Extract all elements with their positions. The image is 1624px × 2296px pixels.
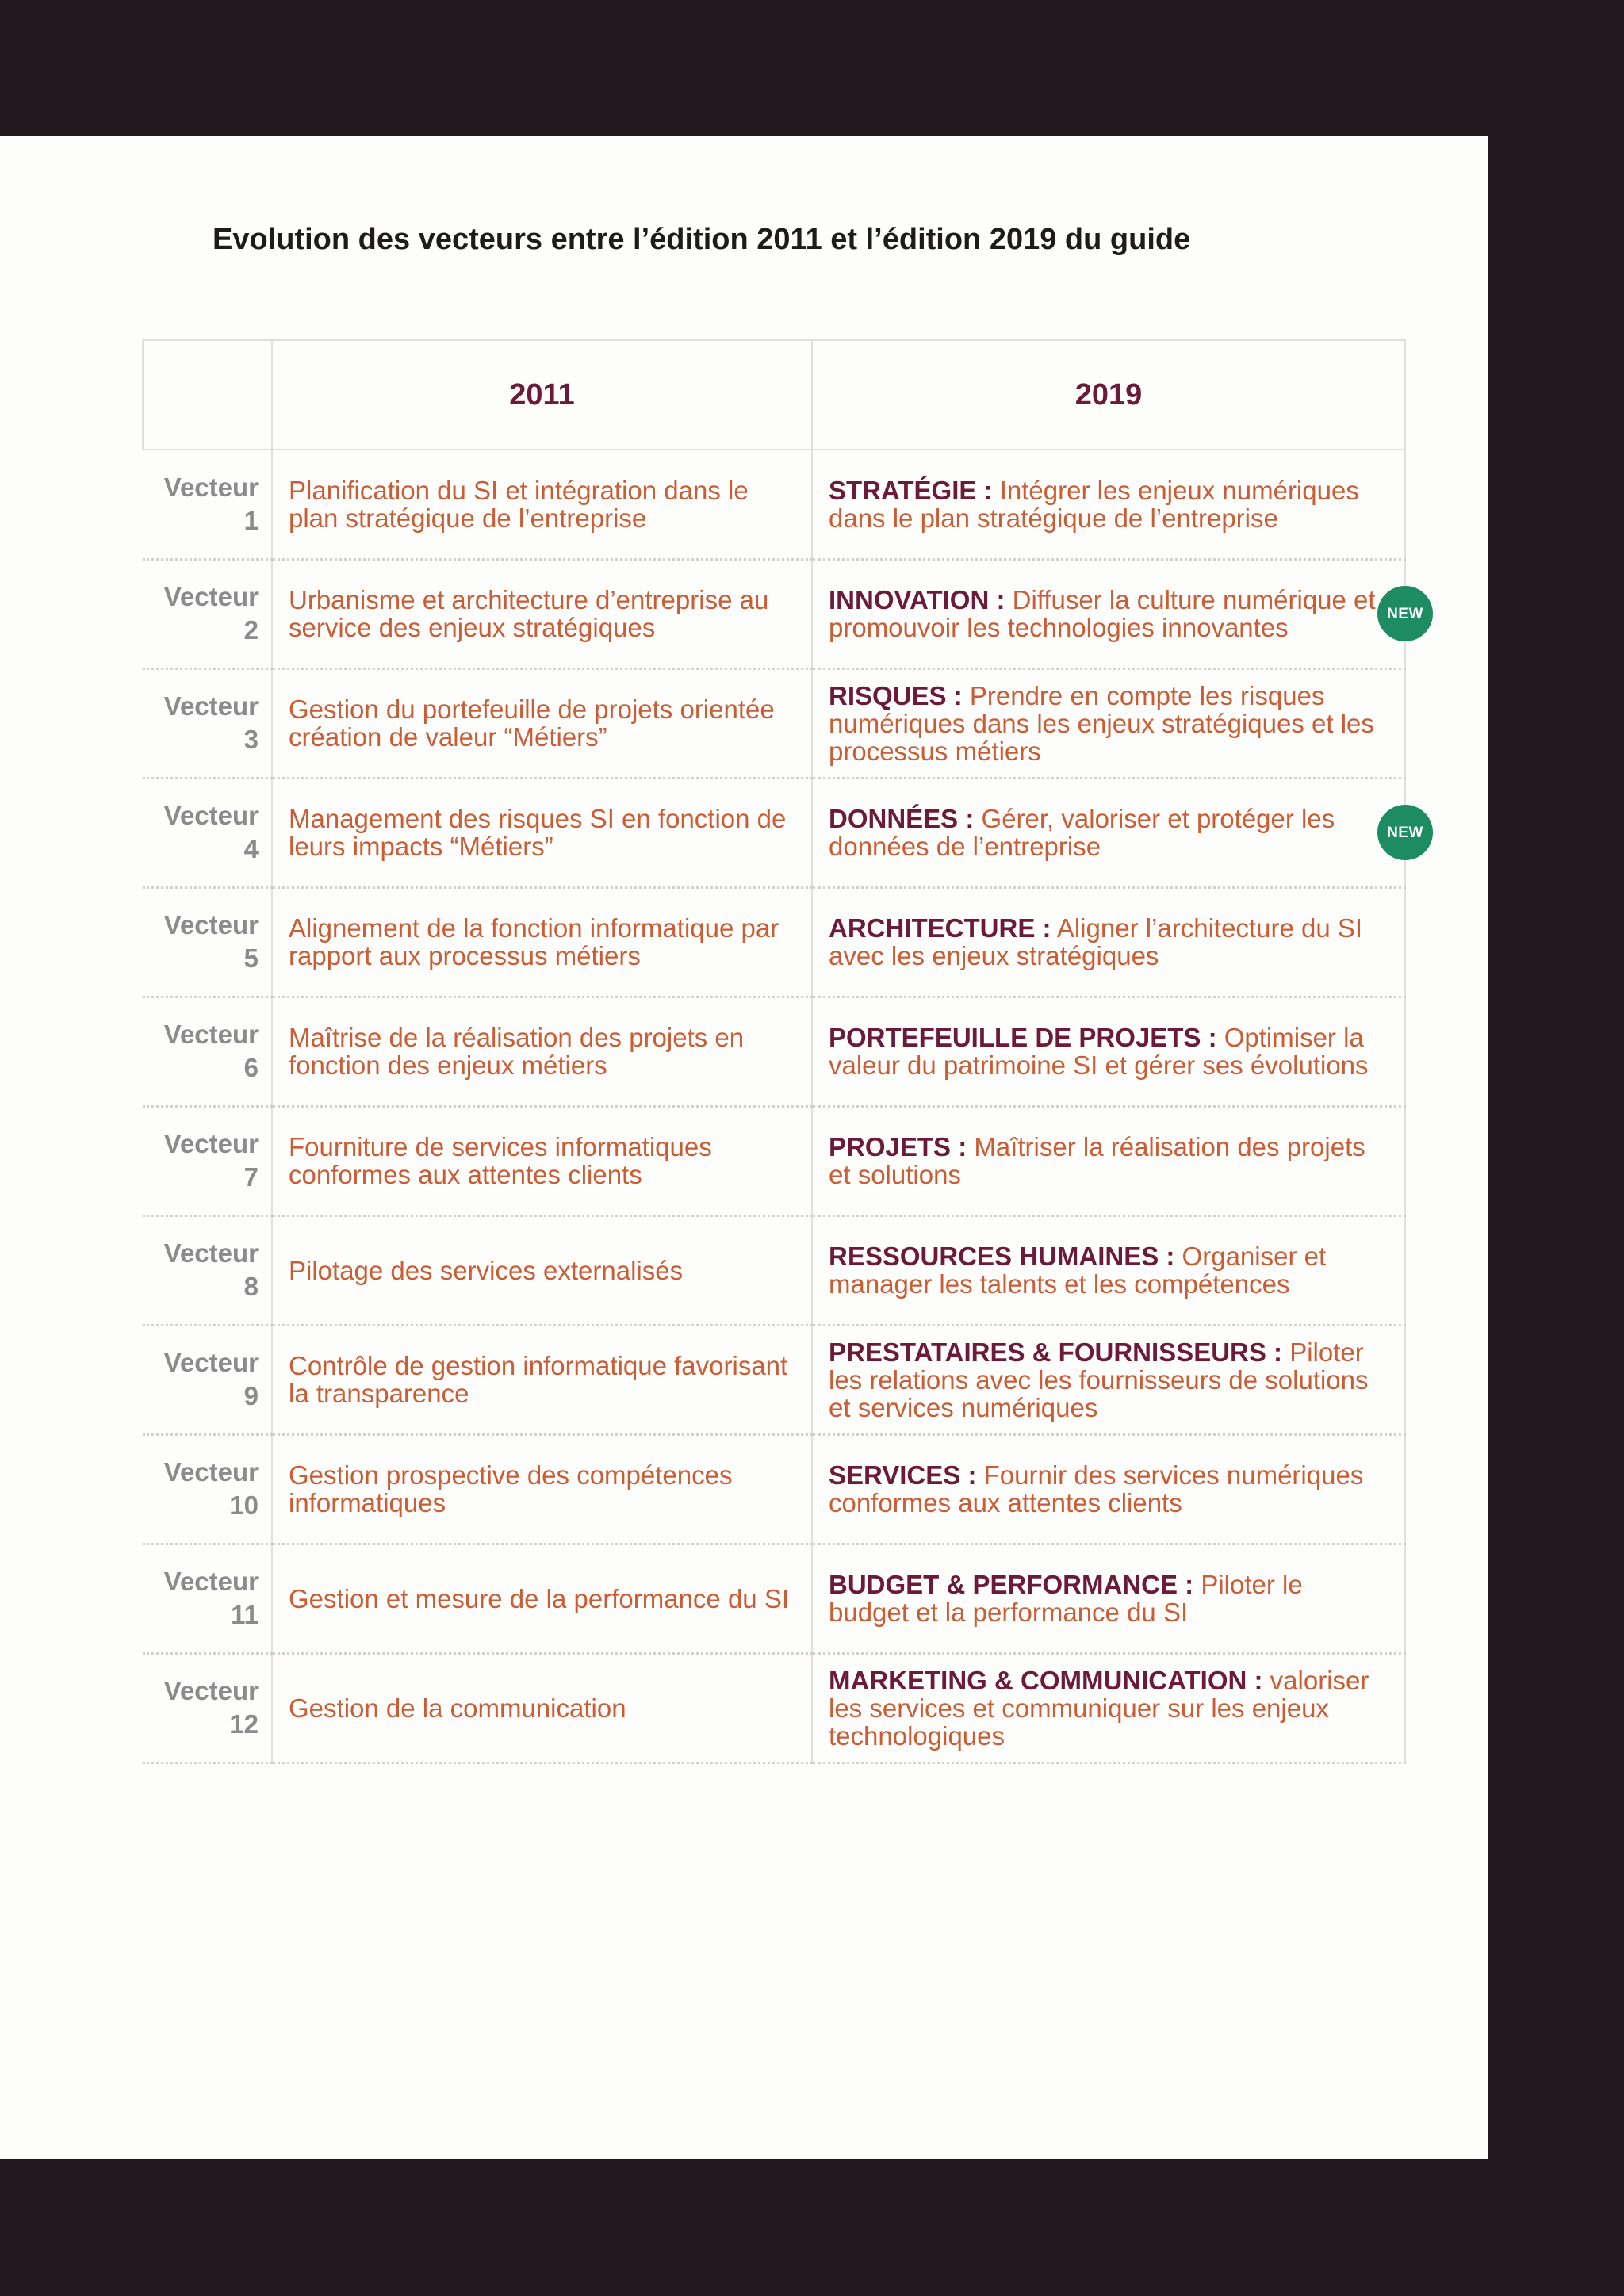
vector-2019-text: Aligner l’architecture du SI avec les enjeux stratégiques xyxy=(829,913,1363,970)
vector-label: Vecteur xyxy=(163,582,259,611)
vector-label: Vecteur xyxy=(163,1457,259,1487)
vector-number-cell xyxy=(143,1434,272,1544)
vector-2011-cell: Gestion prospective des compétences informatiques xyxy=(272,1434,812,1544)
vector-label: Vecteur xyxy=(163,691,259,721)
vector-2019-text: Fournir des services numériques conformes aux attentes clients xyxy=(829,1460,1364,1517)
vector-number: 3 xyxy=(243,725,259,754)
vector-number: 7 xyxy=(243,1162,259,1192)
vector-number: 2 xyxy=(243,615,259,645)
vector-number-cell xyxy=(143,997,272,1106)
vector-2019-keyword: RISQUES : xyxy=(829,680,963,710)
vector-label: Vecteur xyxy=(163,801,259,830)
table-row xyxy=(143,1325,1405,1434)
vector-2019-cell xyxy=(812,1325,1405,1434)
vector-number-cell xyxy=(143,1215,272,1325)
vector-2011-cell: Urbanisme et architecture d’entreprise au service des enjeux stratégiques xyxy=(272,559,812,668)
new-badge: NEW xyxy=(1377,586,1433,641)
vector-number: 1 xyxy=(243,505,259,535)
vectors-table xyxy=(142,339,1423,1764)
vector-2019-cell xyxy=(812,997,1405,1106)
vector-number: 8 xyxy=(243,1272,259,1301)
vector-2019-text: Maîtriser la réalisation des projets et solutions xyxy=(829,1132,1365,1189)
vector-label: Vecteur xyxy=(163,472,259,502)
vector-number-cell xyxy=(143,887,272,997)
vector-2019-text: Piloter le budget et la performance du SI xyxy=(829,1570,1303,1627)
vector-number-cell xyxy=(143,778,272,887)
table-row xyxy=(143,1106,1405,1215)
vector-2019-keyword: PRESTATAIRES & FOURNISSEURS : xyxy=(829,1337,1283,1367)
vector-2019-text: Diffuser la culture numérique et promouvoir les technologies innovantes xyxy=(829,585,1376,642)
vector-2019-text: Intégrer les enjeux numériques dans le plan stratégique de l’entreprise xyxy=(829,475,1359,533)
vector-2011-cell: Gestion du portefeuille de projets orientée création de valeur “Métiers” xyxy=(272,668,812,778)
vector-2011-cell: Alignement de la fonction informatique par rapport aux processus métiers xyxy=(272,887,812,997)
vector-2019-cell xyxy=(812,668,1405,778)
vector-2019-keyword: PORTEFEUILLE DE PROJETS : xyxy=(829,1023,1217,1052)
vector-number: 10 xyxy=(229,1490,259,1520)
vector-2019-cell xyxy=(812,887,1405,997)
vector-label: Vecteur xyxy=(163,910,259,939)
table-row xyxy=(143,887,1405,997)
vectors-table-body xyxy=(143,450,1423,1762)
vector-2011-cell: Fourniture de services informatiques conformes aux attentes clients xyxy=(272,1106,812,1215)
vector-2019-cell xyxy=(812,1215,1405,1325)
header-empty-cell xyxy=(143,340,272,450)
vector-number-cell xyxy=(143,1653,272,1762)
vector-number-cell xyxy=(143,668,272,778)
table-row xyxy=(143,450,1405,559)
vector-label: Vecteur xyxy=(163,1567,259,1596)
vector-2019-keyword: PROJETS : xyxy=(829,1132,967,1161)
vector-2019-cell xyxy=(812,778,1423,887)
vector-2011-cell: Planification du SI et intégration dans le plan stratégique de l’entreprise xyxy=(272,450,812,559)
vector-2019-keyword: RESSOURCES HUMAINES : xyxy=(829,1242,1175,1271)
vector-2019-text: Organiser et manager les talents et les compétences xyxy=(829,1242,1327,1299)
table-row xyxy=(143,1544,1405,1653)
vector-2019-cell xyxy=(812,1544,1405,1653)
vector-2019-cell xyxy=(812,1653,1405,1762)
vector-2019-keyword: STRATÉGIE : xyxy=(829,475,993,505)
table-row xyxy=(143,1653,1405,1762)
vector-number: 11 xyxy=(231,1600,259,1629)
vector-number-cell xyxy=(143,1106,272,1215)
vector-2019-keyword: SERVICES : xyxy=(829,1460,977,1490)
vector-2019-keyword: INNOVATION : xyxy=(829,585,1005,614)
header-2011: 2011 xyxy=(272,340,812,450)
header-2019: 2019 xyxy=(812,340,1405,450)
vector-2019-cell xyxy=(812,559,1423,668)
vector-2011-cell: Gestion de la communication xyxy=(272,1653,812,1762)
vector-2019-keyword: BUDGET & PERFORMANCE : xyxy=(829,1570,1194,1599)
new-badge: NEW xyxy=(1377,805,1433,860)
vector-2019-cell xyxy=(812,450,1405,559)
vector-2019-keyword: ARCHITECTURE : xyxy=(829,913,1051,943)
vector-label: Vecteur xyxy=(163,1129,259,1158)
vector-label: Vecteur xyxy=(163,1676,259,1705)
vector-2019-text: Piloter les relations avec les fournisseurs de solutions et services numériques xyxy=(829,1337,1369,1422)
vector-2019-text: Prendre en compte les risques numériques dans les enjeux stratégiques et les processus métiers xyxy=(829,680,1374,766)
vector-label: Vecteur xyxy=(163,1238,259,1268)
vector-2019-text: Optimiser la valeur du patrimoine SI et gérer ses évolutions xyxy=(829,1023,1369,1080)
vector-number: 5 xyxy=(243,943,259,973)
header-row xyxy=(143,340,1405,450)
vector-number: 9 xyxy=(243,1381,259,1410)
vector-label: Vecteur xyxy=(163,1020,259,1049)
vector-2019-keyword: MARKETING & COMMUNICATION : xyxy=(829,1665,1263,1695)
page-title: Evolution des vecteurs entre l’édition 2011 et l’édition 2019 du guide xyxy=(213,223,1191,256)
table-row xyxy=(143,559,1405,668)
table-row xyxy=(143,997,1405,1106)
vector-2019-text: valoriser les services et communiquer sur les enjeux technologiques xyxy=(829,1665,1369,1751)
table-row xyxy=(143,778,1405,887)
vector-2011-cell: Management des risques SI en fonction de leurs impacts “Métiers” xyxy=(272,778,812,887)
vector-number: 12 xyxy=(229,1709,259,1739)
vector-number-cell xyxy=(143,450,272,559)
vector-number-cell xyxy=(143,1544,272,1653)
vector-2019-text: Gérer, valoriser et protéger les données de l’entreprise xyxy=(829,804,1335,861)
vector-number-cell xyxy=(143,559,272,668)
vector-number-cell xyxy=(143,1325,272,1434)
vector-number: 4 xyxy=(243,834,259,863)
vector-2019-keyword: DONNÉES : xyxy=(829,804,975,833)
vector-2019-cell xyxy=(812,1106,1405,1215)
vector-2011-cell: Maîtrise de la réalisation des projets en fonction des enjeux métiers xyxy=(272,997,812,1106)
vector-2011-cell: Contrôle de gestion informatique favorisant la transparence xyxy=(272,1325,812,1434)
vector-2019-cell xyxy=(812,1434,1405,1544)
vector-number: 6 xyxy=(243,1053,259,1082)
vector-2011-cell: Pilotage des services externalisés xyxy=(272,1215,812,1325)
table-row xyxy=(143,668,1405,778)
table-row xyxy=(143,1434,1405,1544)
vector-label: Vecteur xyxy=(163,1348,259,1377)
table-row xyxy=(143,1215,1405,1325)
vector-2011-cell: Gestion et mesure de la performance du SI xyxy=(272,1544,812,1653)
